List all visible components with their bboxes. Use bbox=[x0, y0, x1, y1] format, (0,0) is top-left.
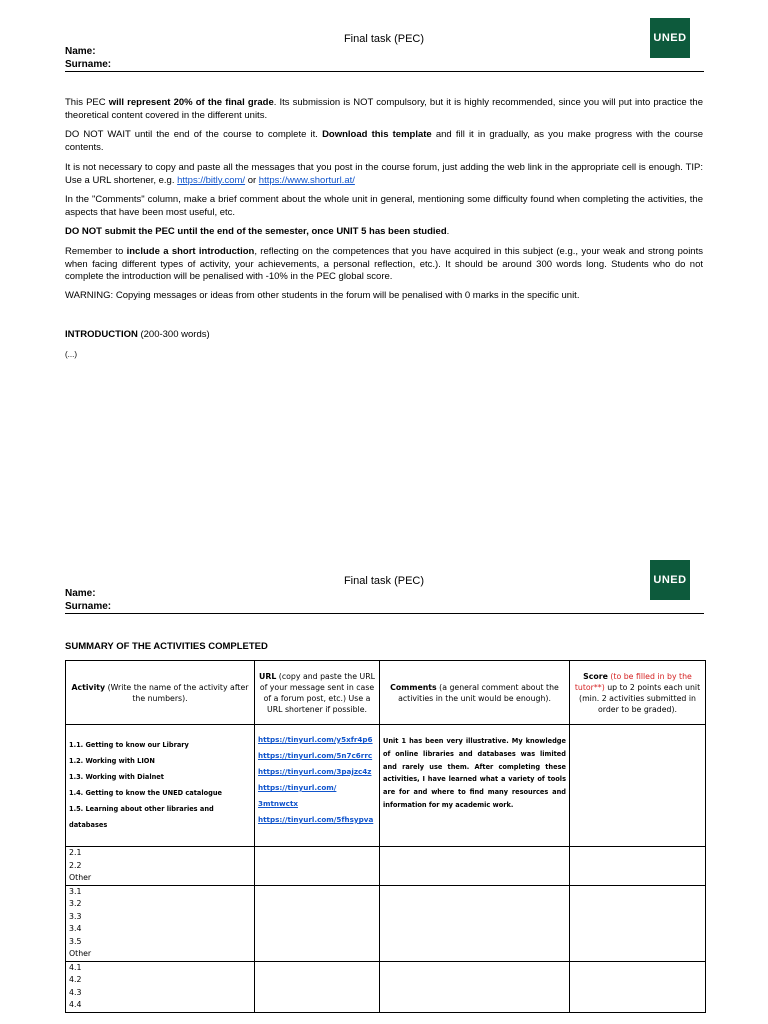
list-item: 4.2 bbox=[69, 975, 82, 984]
list-item: 2.2 bbox=[69, 860, 82, 870]
list-item: 4.3 bbox=[69, 987, 82, 997]
unit1-link[interactable]: https://tinyurl.com/5fhsypva bbox=[258, 815, 374, 824]
summary-section-title: SUMMARY OF THE ACTIVITIES COMPLETED bbox=[65, 641, 268, 652]
header-comments: Comments (a general comment about the activities in the unit would be enough). bbox=[380, 661, 570, 725]
unit3-activities[interactable] bbox=[66, 885, 255, 961]
page2-title: Final task (PEC) bbox=[343, 575, 425, 587]
activity-item: 1.3. Working with Dialnet bbox=[69, 773, 164, 781]
unit1-link[interactable]: https://tinyurl.com/5n7c6rrc bbox=[258, 751, 373, 760]
introduction-heading: INTRODUCTION (200-300 words) bbox=[65, 329, 210, 340]
uned-logo-page2: UNED bbox=[650, 560, 690, 600]
paragraph-links: It is not necessary to copy and paste all the messages that you post in the course forum, just adding the web link in the appropriate cell is enough. TIP: Use a URL shortener, e.g. https://bitly.com/ or https://www.shorturl.at/ bbox=[65, 162, 703, 186]
page1-surname-label: Surname: bbox=[65, 59, 112, 70]
list-item: Other bbox=[69, 949, 92, 958]
unit1-link[interactable]: https://tinyurl.com/ bbox=[258, 783, 337, 792]
table-row-unit-1 bbox=[66, 725, 706, 847]
page1-header-rule bbox=[65, 71, 704, 72]
unit1-comment-text: Unit 1 has been very illustrative. My knowledge of online libraries and databases was limited and rarely use them. After completing these activities, I have learned what a variety of tools are for and where to find many resources and information for my academic work. bbox=[383, 737, 566, 809]
activity-item: 1.1. Getting to know our Library bbox=[69, 741, 189, 749]
bitly-link[interactable]: https://bitly.com/ bbox=[177, 174, 246, 186]
page2-header-rule bbox=[65, 613, 704, 614]
unit4-score[interactable] bbox=[570, 961, 706, 1012]
list-item: Other bbox=[69, 873, 92, 882]
activity-item: 1.2. Working with LION bbox=[69, 757, 155, 765]
paragraph-comments: In the "Comments" column, make a brief comment about the whole unit in general, mentioning some difficulty found when completing the activities, the aspects that have been most useful, etc. bbox=[65, 194, 703, 218]
unit2-urls[interactable] bbox=[255, 847, 380, 886]
page2-name-label: Name: bbox=[65, 588, 96, 599]
list-item: 3.5 bbox=[69, 936, 82, 946]
paragraph-introduction-note: Remember to include a short introduction, reflecting on the competences that you have acquired in this subject (e.g., your weak and strong points when facing different types of activity, your achievements, a personal reflection, etc.). It should be around 300 words long. Students who do not complete the introduction will be penalised with -10% in the PEC global score. bbox=[65, 246, 703, 282]
page2-surname-label: Surname: bbox=[65, 601, 112, 612]
table-header-row bbox=[66, 661, 706, 725]
unit4-urls[interactable] bbox=[255, 961, 380, 1012]
paragraph-download: DO NOT WAIT until the end of the course to complete it. Download this template and fill it in gradually, as you make progress with the course contents. bbox=[65, 129, 704, 153]
unit1-comment[interactable] bbox=[380, 725, 570, 847]
paragraph-warning: WARNING: Copying messages or ideas from other students in the forum will be penalised with 0 marks in the specific unit. bbox=[65, 290, 580, 301]
activity-item: 1.5. Learning about other libraries and bbox=[69, 805, 214, 813]
unit1-link[interactable]: 3mtnwctx bbox=[258, 799, 299, 808]
unit1-link[interactable]: https://tinyurl.com/y5xfr4p6 bbox=[258, 735, 373, 744]
list-item: 4.1 bbox=[69, 962, 82, 972]
activity-item: databases bbox=[69, 821, 108, 829]
unit2-activities[interactable] bbox=[66, 847, 255, 886]
page1-title: Final task (PEC) bbox=[343, 33, 425, 45]
header-url: URL (copy and paste the URL of your message sent in case of a forum post, etc.) Use a URL shortener if possible. bbox=[255, 661, 380, 725]
header-activity: Activity (Write the name of the activity after the numbers). bbox=[66, 661, 255, 725]
header-score: Score (to be filled in by the tutor**) up to 2 points each unit (min. 2 activities submitted in order to be graded). bbox=[570, 661, 706, 725]
paragraph-submit-warning: DO NOT submit the PEC until the end of the semester, once UNIT 5 has been studied. bbox=[65, 226, 450, 237]
list-item: 2.1 bbox=[69, 848, 82, 857]
unit1-urls[interactable] bbox=[255, 725, 380, 847]
unit1-link[interactable]: https://tinyurl.com/3pajzc4z bbox=[258, 767, 372, 776]
unit1-score[interactable] bbox=[570, 725, 706, 847]
introduction-placeholder[interactable]: (...) bbox=[65, 350, 77, 359]
activities-table bbox=[65, 660, 706, 1013]
activity-item: 1.4. Getting to know the UNED catalogue bbox=[69, 789, 223, 797]
unit3-comment[interactable] bbox=[380, 885, 570, 961]
unit4-activities[interactable] bbox=[66, 961, 255, 1012]
uned-logo: UNED bbox=[650, 18, 690, 58]
table-row-unit-2 bbox=[66, 847, 706, 886]
table-row-unit-3 bbox=[66, 885, 706, 961]
paragraph-grade: This PEC will represent 20% of the final grade. Its submission is NOT compulsory, but it is highly recommended, since you will put into practice the theoretical content covered in the different units. bbox=[65, 97, 703, 121]
list-item: 4.4 bbox=[69, 1000, 82, 1009]
list-item: 3.3 bbox=[69, 911, 82, 921]
list-item: 3.2 bbox=[69, 899, 82, 908]
unit3-score[interactable] bbox=[570, 885, 706, 961]
unit3-urls[interactable] bbox=[255, 885, 380, 961]
unit4-comment[interactable] bbox=[380, 961, 570, 1012]
list-item: 3.1 bbox=[69, 886, 82, 896]
table-row-unit-4 bbox=[66, 961, 706, 1012]
list-item: 3.4 bbox=[69, 924, 82, 933]
shorturl-link[interactable]: https://www.shorturl.at/ bbox=[258, 174, 355, 186]
unit2-comment[interactable] bbox=[380, 847, 570, 886]
unit2-score[interactable] bbox=[570, 847, 706, 886]
page1-name-label: Name: bbox=[65, 46, 96, 57]
unit1-activities[interactable] bbox=[66, 725, 255, 847]
